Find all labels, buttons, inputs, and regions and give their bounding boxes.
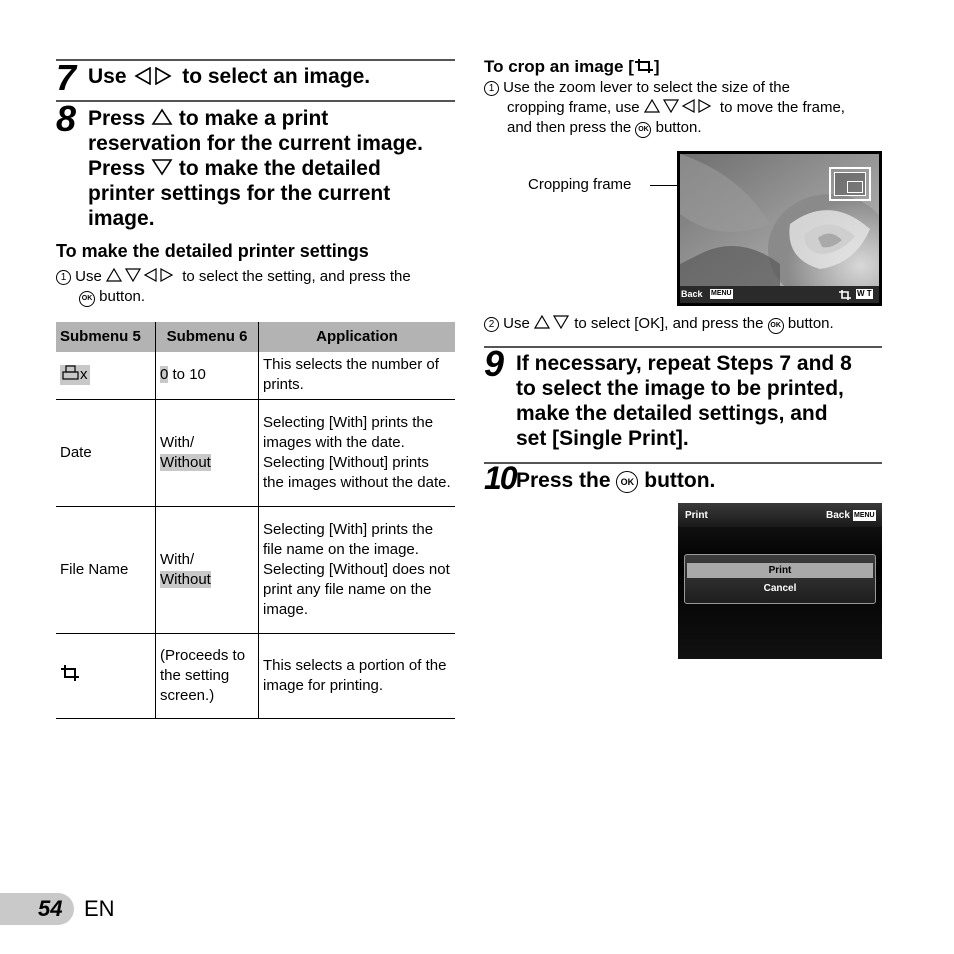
language-label: EN bbox=[84, 896, 115, 921]
print-screen-header bbox=[678, 503, 882, 527]
four-way-arrows-icon bbox=[106, 268, 178, 285]
menu-button-icon: MENU bbox=[711, 290, 732, 297]
detailed-settings-heading: To make the detailed printer settings bbox=[56, 241, 369, 261]
crop-step2: 2 Use to select [OK], and press the OK button. bbox=[484, 314, 894, 334]
crop-screen-footer bbox=[680, 286, 879, 303]
print-screen bbox=[678, 503, 882, 659]
table-row: Date With/ Without Selecting [With] prints the images with the date. Selecting [Without] prints the images without the date. bbox=[56, 399, 455, 506]
step9-text: If necessary, repeat Steps 7 and 8 to select the image to be printed, make the detailed settings, and set [Single Print]. bbox=[516, 352, 852, 450]
ok-button-icon: OK bbox=[635, 122, 651, 138]
up-triangle-icon bbox=[151, 107, 173, 130]
table-header-submenu5: Submenu 5 bbox=[56, 322, 156, 352]
menu-button-icon: MENU bbox=[854, 512, 875, 519]
back-label: Back bbox=[681, 289, 703, 299]
detailed-step1: 1 Use to select the setting, and press the OK button. bbox=[56, 267, 456, 307]
table-row: File Name With/ Without Selecting [With] prints the file name on the image. Selecting [Without] does not print any file name on the image. bbox=[56, 506, 455, 633]
ok-button-icon: OK bbox=[79, 291, 95, 307]
zoom-lever-icon: W T bbox=[857, 289, 872, 298]
step-circle-2: 2 bbox=[484, 317, 499, 332]
step10-top-rule bbox=[484, 462, 882, 464]
step7-number: 7 bbox=[56, 57, 77, 98]
crop-icon bbox=[838, 288, 852, 306]
four-way-arrows-icon bbox=[644, 99, 716, 116]
printer-settings-table bbox=[56, 322, 455, 719]
ok-button-icon: OK bbox=[616, 471, 638, 493]
crop-icon bbox=[634, 57, 654, 76]
table-row: (Proceeds to the setting screen.) This selects a portion of the image for printing. bbox=[56, 633, 455, 718]
step-circle-1: 1 bbox=[484, 81, 499, 96]
page-number: 54 bbox=[38, 896, 63, 921]
ok-button-icon: OK bbox=[768, 318, 784, 334]
down-triangle-icon bbox=[151, 157, 173, 180]
crop-heading: To crop an image [ ] bbox=[484, 57, 660, 76]
step10-number: 10 bbox=[484, 460, 516, 496]
page-number-tab bbox=[0, 893, 74, 925]
table-header-row bbox=[56, 322, 455, 352]
step9-number: 9 bbox=[484, 343, 505, 384]
crop-screen bbox=[677, 151, 882, 306]
back-label: Back bbox=[826, 510, 850, 521]
print-menu bbox=[684, 554, 876, 604]
step10-text: Press the OK button. bbox=[516, 469, 716, 492]
step8-number: 8 bbox=[56, 98, 77, 139]
crop-step1: 1 Use the zoom lever to select the size of the cropping frame, use to move the frame, and then press the OK button. bbox=[484, 78, 894, 138]
step8-top-rule bbox=[56, 100, 455, 102]
table-header-application: Application bbox=[259, 322, 456, 352]
print-count-icon: x bbox=[60, 365, 90, 385]
step9-top-rule bbox=[484, 346, 882, 348]
step7-top-rule bbox=[56, 59, 455, 61]
step7-text: Use to select an image. bbox=[88, 65, 371, 88]
screen-title: Print bbox=[685, 510, 708, 521]
step-circle-1: 1 bbox=[56, 270, 71, 285]
table-row: x 0 to 10 This selects the number of prints. bbox=[56, 352, 455, 399]
table-header-submenu6: Submenu 6 bbox=[156, 322, 259, 352]
left-right-arrows-icon bbox=[132, 65, 182, 88]
cropping-frame-box bbox=[829, 167, 871, 201]
step8-text: Press to make a print reservation for the current image. Press to make the detailed printer settings for the current image. bbox=[88, 107, 423, 230]
cropping-frame-label: Cropping frame bbox=[528, 176, 632, 193]
menu-item-cancel[interactable]: Cancel bbox=[763, 583, 797, 594]
crop-icon bbox=[60, 669, 80, 686]
up-down-arrows-icon bbox=[534, 315, 570, 332]
menu-item-print[interactable]: Print bbox=[687, 563, 873, 578]
